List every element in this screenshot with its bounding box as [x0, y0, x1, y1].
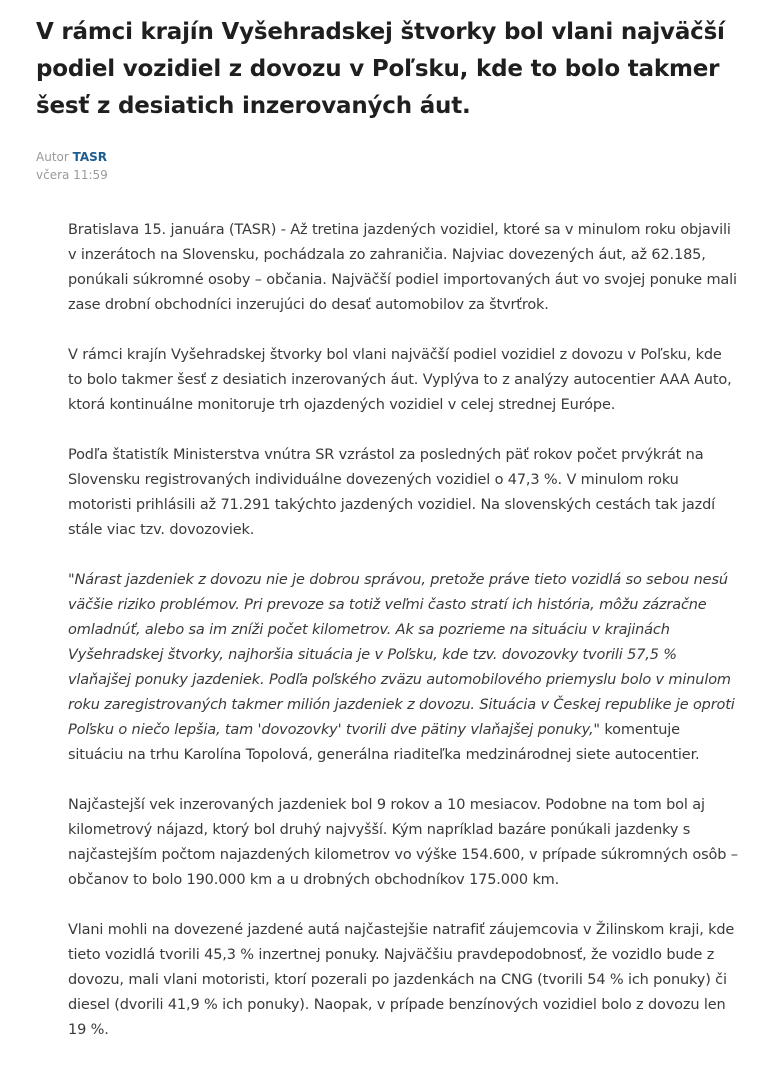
article-paragraph-2: V rámci krajín Vyšehradskej štvorky bol vlani najväčší podiel vozidiel z dovozu v Poľsku, kde to bolo takmer šesť z desiatich inzerovaných áut. Vyplýva to z analýzy autocentier AAA Auto, ktorá kontinuálne monitoruje trh ojazdených vozidiel v celej strednej Európe.	[68, 347, 732, 413]
author-label: Autor	[36, 150, 69, 164]
article-meta	[36, 148, 108, 184]
article-paragraph-3: Podľa štatistík Ministerstva vnútra SR vzrástol za posledných päť rokov počet prvýkrát na Slovensku registrovaných individuálne dovezených vozidiel o 47,3 %. V minulom roku motoristi prihlásili až 71.291 takýchto jazdených vozidiel. Na slovenských cestách tak jazdí stále viac tzv. dovozoviek.	[68, 447, 716, 538]
article-paragraph-6: Vlani mohli na dovezené jazdené autá najčastejšie natrafiť záujemcovia v Žilinskom kraji, kde tieto vozidlá tvorili 45,3 % inzertnej ponuky. Najväčšiu pravdepodobnosť, že vozidlo bude z dovozu, mali vlani motoristi, ktorí pozerali po jazdenkách na CNG (tvorili 54 % ich ponuky) či diesel (dvorili 41,9 % ich ponuky). Naopak, v prípade benzínových vozidiel bolo z dovozu len 19 %.	[68, 922, 735, 1038]
publish-time: včera 11:59	[36, 168, 108, 182]
author-line	[36, 148, 108, 166]
article-paragraph-1: Bratislava 15. januára (TASR) - Až tretina jazdených vozidiel, ktoré sa v minulom roku objavili v inzerátoch na Slovensku, pochádzala zo zahraničia. Najviac dovezených áut, až 62.185, ponúkali súkromné osoby – občania. Najväčší podiel importovaných áut vo svojej ponuke mali zase drobní obchodníci inzerujúci do desať automobilov za štvrťrok.	[68, 222, 737, 313]
quote-attribution: komentuje situáciu na trhu Karolína Topolová, generálna riaditeľka medzinárodnej siete autocentier.	[68, 722, 700, 763]
article-body	[68, 218, 738, 1068]
article-headline: V rámci krajín Vyšehradskej štvorky bol vlani najväčší podiel vozidiel z dovozu v Poľsku, kde to bolo takmer šesť z desiatich inzerovaných áut.	[36, 19, 725, 119]
article-paragraph-4	[68, 568, 738, 768]
author-link[interactable]: TASR	[72, 150, 108, 164]
article-paragraph-5: Najčastejší vek inzerovaných jazdeniek bol 9 rokov a 10 mesiacov. Podobne na tom bol aj kilometrový nájazd, ktorý bol druhý najvyšší. Kým napríklad bazáre ponúkali jazdenky s najčastejším počtom najazdených kilometrov vo výške 154.600, v prípade súkromných osôb – občanov to bolo 190.000 km a u drobných obchodníkov 175.000 km.	[68, 797, 738, 888]
quote-text: "Nárast jazdeniek z dovozu nie je dobrou správou, pretože práve tieto vozidlá so sebou nesú väčšie riziko problémov. Pri prevoze sa totiž veľmi často stratí ich história, môžu zázračne omladnúť, alebo sa im zníži počet kilometrov. Ak sa pozrieme na situáciu v krajinách Vyšehradskej štvorky, najhoršia situácia je v Poľsku, kde tzv. dovozovky tvorili 57,5 % vlaňajšej ponuky jazdeniek. Podľa poľského zväzu automobilového priemyslu bolo v minulom roku zaregistrovaných takmer milión jazdeniek z dovozu. Situácia v Českej republike je oproti Poľsku o niečo lepšia, tam 'dovozovky' tvorili dve pätiny vlaňajšej ponuky,"	[68, 572, 735, 738]
